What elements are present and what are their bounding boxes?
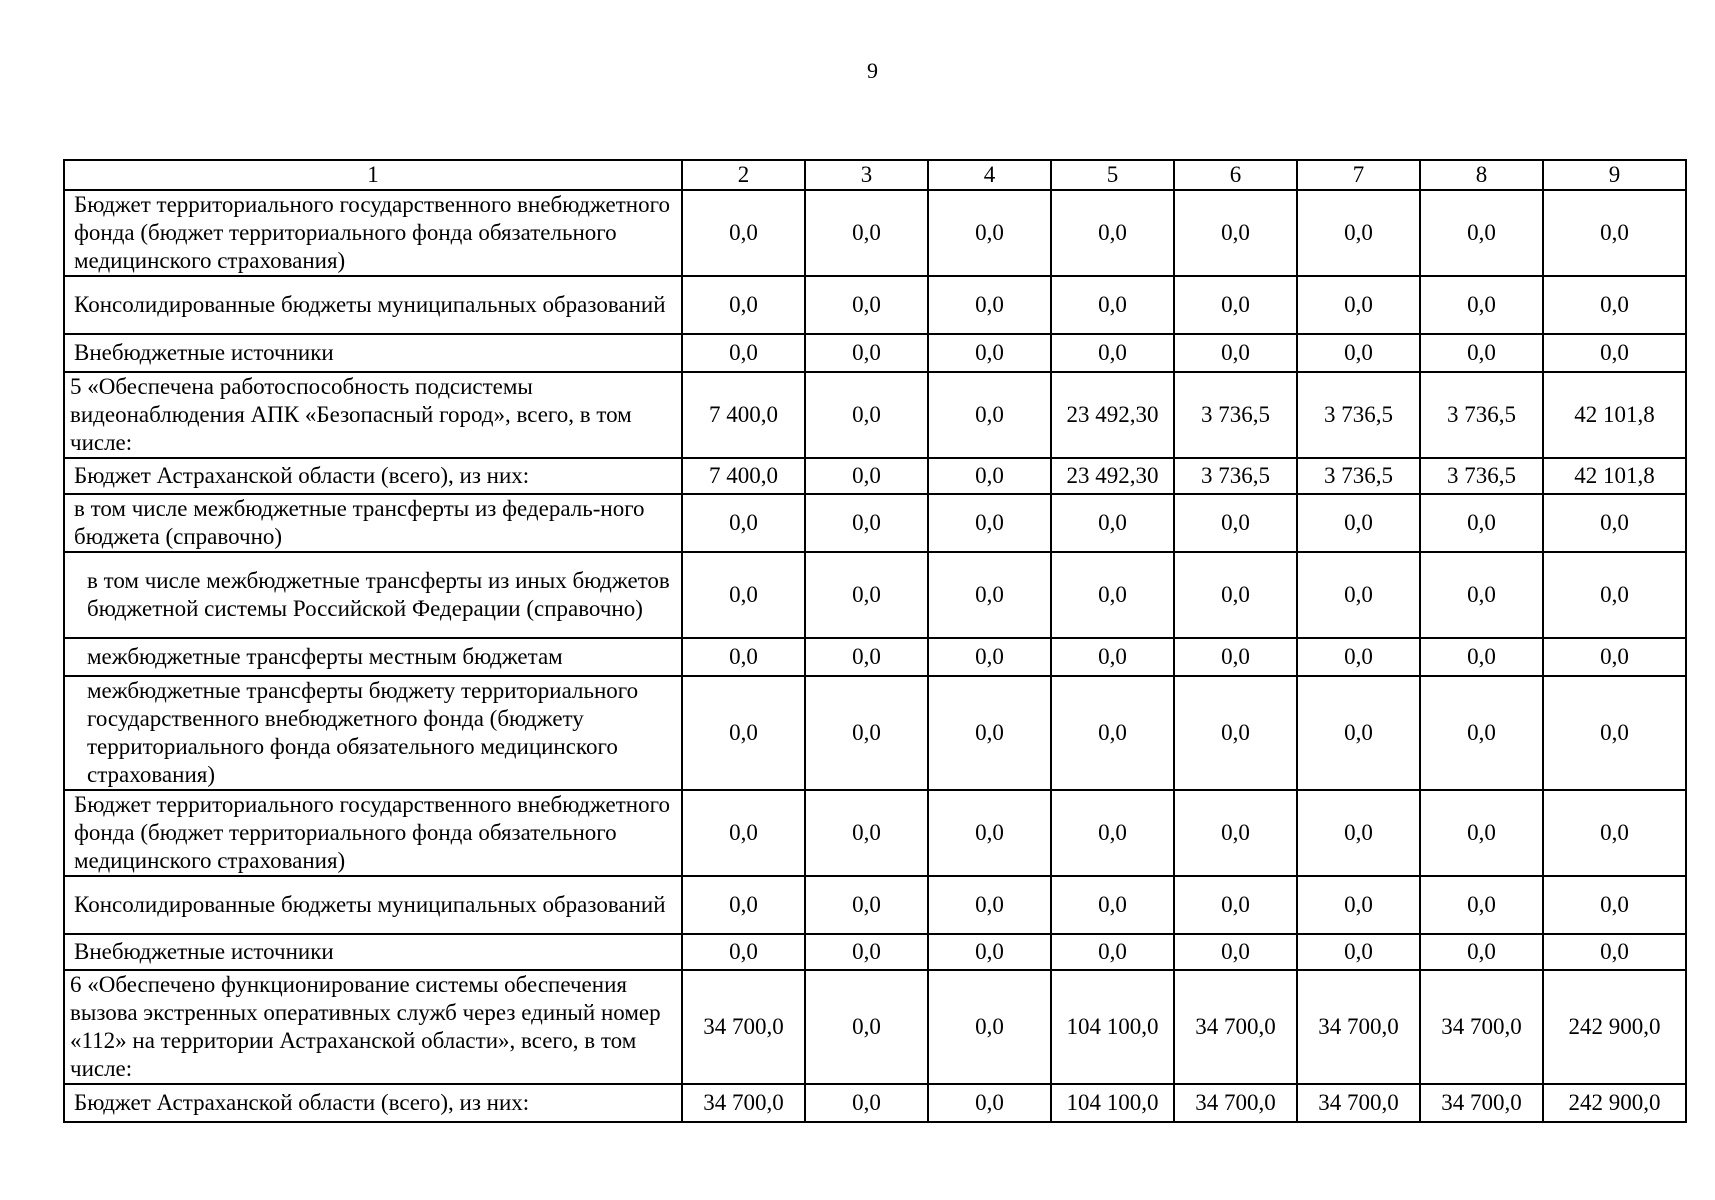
cell-value: 0,0 bbox=[1543, 276, 1686, 334]
cell-value: 0,0 bbox=[1051, 876, 1174, 934]
cell-value: 3 736,5 bbox=[1297, 458, 1420, 494]
cell-value: 0,0 bbox=[1543, 876, 1686, 934]
cell-value: 0,0 bbox=[682, 638, 805, 676]
cell-value: 0,0 bbox=[928, 934, 1051, 970]
cell-value: 0,0 bbox=[805, 638, 928, 676]
table-row bbox=[64, 970, 1686, 1084]
cell-value: 0,0 bbox=[928, 638, 1051, 676]
column-header: 3 bbox=[805, 160, 928, 190]
cell-value: 0,0 bbox=[1543, 190, 1686, 276]
cell-value: 34 700,0 bbox=[1420, 970, 1543, 1084]
cell-value: 0,0 bbox=[1174, 790, 1297, 876]
cell-value: 0,0 bbox=[928, 334, 1051, 372]
cell-value: 0,0 bbox=[928, 970, 1051, 1084]
cell-value: 0,0 bbox=[1420, 638, 1543, 676]
cell-value: 0,0 bbox=[805, 190, 928, 276]
cell-value: 0,0 bbox=[928, 790, 1051, 876]
cell-value: 0,0 bbox=[928, 552, 1051, 638]
column-header: 4 bbox=[928, 160, 1051, 190]
cell-value: 0,0 bbox=[1174, 676, 1297, 790]
row-label: Консолидированные бюджеты муниципальных образований bbox=[64, 276, 682, 334]
cell-value: 0,0 bbox=[1051, 790, 1174, 876]
table-row bbox=[64, 790, 1686, 876]
cell-value: 0,0 bbox=[928, 494, 1051, 552]
cell-value: 34 700,0 bbox=[1420, 1084, 1543, 1122]
cell-value: 0,0 bbox=[805, 552, 928, 638]
cell-value: 0,0 bbox=[1051, 552, 1174, 638]
table-row bbox=[64, 934, 1686, 970]
table-row bbox=[64, 1084, 1686, 1122]
page-number: 9 bbox=[867, 58, 878, 83]
cell-value: 0,0 bbox=[928, 876, 1051, 934]
cell-value: 34 700,0 bbox=[1174, 970, 1297, 1084]
cell-value: 0,0 bbox=[1174, 494, 1297, 552]
cell-value: 0,0 bbox=[805, 1084, 928, 1122]
cell-value: 104 100,0 bbox=[1051, 970, 1174, 1084]
cell-value: 0,0 bbox=[1543, 334, 1686, 372]
column-header: 6 bbox=[1174, 160, 1297, 190]
cell-value: 0,0 bbox=[928, 458, 1051, 494]
cell-value: 42 101,8 bbox=[1543, 372, 1686, 458]
row-label: Консолидированные бюджеты муниципальных образований bbox=[64, 876, 682, 934]
row-label: Бюджет Астраханской области (всего), из них: bbox=[64, 1084, 682, 1122]
cell-value: 0,0 bbox=[805, 372, 928, 458]
cell-value: 0,0 bbox=[682, 676, 805, 790]
cell-value: 0,0 bbox=[1420, 190, 1543, 276]
cell-value: 3 736,5 bbox=[1297, 372, 1420, 458]
cell-value: 3 736,5 bbox=[1174, 458, 1297, 494]
cell-value: 0,0 bbox=[1420, 876, 1543, 934]
cell-value: 0,0 bbox=[682, 876, 805, 934]
cell-value: 0,0 bbox=[805, 334, 928, 372]
cell-value: 0,0 bbox=[1297, 638, 1420, 676]
cell-value: 0,0 bbox=[805, 276, 928, 334]
table-row bbox=[64, 876, 1686, 934]
cell-value: 0,0 bbox=[928, 190, 1051, 276]
header-row bbox=[64, 160, 1686, 190]
cell-value: 0,0 bbox=[1543, 934, 1686, 970]
table-row bbox=[64, 494, 1686, 552]
cell-value: 242 900,0 bbox=[1543, 970, 1686, 1084]
column-header: 7 bbox=[1297, 160, 1420, 190]
column-header: 5 bbox=[1051, 160, 1174, 190]
cell-value: 0,0 bbox=[682, 334, 805, 372]
table-row bbox=[64, 334, 1686, 372]
cell-value: 0,0 bbox=[1297, 334, 1420, 372]
cell-value: 0,0 bbox=[1174, 552, 1297, 638]
cell-value: 7 400,0 bbox=[682, 458, 805, 494]
cell-value: 0,0 bbox=[1297, 190, 1420, 276]
cell-value: 3 736,5 bbox=[1174, 372, 1297, 458]
cell-value: 0,0 bbox=[1051, 276, 1174, 334]
cell-value: 0,0 bbox=[805, 458, 928, 494]
cell-value: 0,0 bbox=[805, 934, 928, 970]
row-label: Внебюджетные источники bbox=[64, 334, 682, 372]
cell-value: 34 700,0 bbox=[1297, 970, 1420, 1084]
row-label: в том числе межбюджетные трансферты из федераль-ного бюджета (справочно) bbox=[64, 494, 682, 552]
row-label: Бюджет территориального государственного внебюджетного фонда (бюджет территориального фонда обязательного медицинского страхования) bbox=[64, 790, 682, 876]
cell-value: 0,0 bbox=[1297, 552, 1420, 638]
column-header: 8 bbox=[1420, 160, 1543, 190]
cell-value: 0,0 bbox=[682, 190, 805, 276]
cell-value: 0,0 bbox=[682, 934, 805, 970]
table-row bbox=[64, 372, 1686, 458]
table-row bbox=[64, 458, 1686, 494]
cell-value: 0,0 bbox=[1174, 638, 1297, 676]
cell-value: 242 900,0 bbox=[1543, 1084, 1686, 1122]
cell-value: 3 736,5 bbox=[1420, 372, 1543, 458]
cell-value: 0,0 bbox=[928, 676, 1051, 790]
cell-value: 7 400,0 bbox=[682, 372, 805, 458]
cell-value: 0,0 bbox=[1420, 676, 1543, 790]
cell-value: 0,0 bbox=[1543, 790, 1686, 876]
cell-value: 0,0 bbox=[805, 676, 928, 790]
cell-value: 34 700,0 bbox=[682, 1084, 805, 1122]
cell-value: 0,0 bbox=[1051, 494, 1174, 552]
cell-value: 0,0 bbox=[928, 1084, 1051, 1122]
budget-table bbox=[63, 159, 1687, 1123]
cell-value: 0,0 bbox=[1297, 276, 1420, 334]
cell-value: 0,0 bbox=[1297, 676, 1420, 790]
row-label: 6 «Обеспечено функционирование системы обеспечения вызова экстренных оперативных служб через единый номер «112» на территории Астраханской области», всего, в том числе: bbox=[64, 970, 682, 1084]
table-row bbox=[64, 190, 1686, 276]
cell-value: 0,0 bbox=[1297, 876, 1420, 934]
cell-value: 0,0 bbox=[1051, 676, 1174, 790]
cell-value: 42 101,8 bbox=[1543, 458, 1686, 494]
cell-value: 0,0 bbox=[1051, 638, 1174, 676]
cell-value: 0,0 bbox=[1420, 276, 1543, 334]
cell-value: 104 100,0 bbox=[1051, 1084, 1174, 1122]
cell-value: 0,0 bbox=[1297, 790, 1420, 876]
cell-value: 34 700,0 bbox=[1174, 1084, 1297, 1122]
row-label: Внебюджетные источники bbox=[64, 934, 682, 970]
cell-value: 0,0 bbox=[928, 276, 1051, 334]
cell-value: 0,0 bbox=[1420, 552, 1543, 638]
cell-value: 0,0 bbox=[1543, 676, 1686, 790]
row-label: в том числе межбюджетные трансферты из иных бюджетов бюджетной системы Российской Федерации (справочно) bbox=[64, 552, 682, 638]
cell-value: 0,0 bbox=[1174, 934, 1297, 970]
cell-value: 0,0 bbox=[1174, 276, 1297, 334]
cell-value: 23 492,30 bbox=[1051, 372, 1174, 458]
cell-value: 34 700,0 bbox=[1297, 1084, 1420, 1122]
table-row bbox=[64, 276, 1686, 334]
cell-value: 0,0 bbox=[1051, 190, 1174, 276]
cell-value: 0,0 bbox=[1297, 494, 1420, 552]
row-label: межбюджетные трансферты бюджету территориального государственного внебюджетного фонда (бюджету территориального фонда обязательного медицинского страхования) bbox=[64, 676, 682, 790]
cell-value: 0,0 bbox=[682, 552, 805, 638]
cell-value: 3 736,5 bbox=[1420, 458, 1543, 494]
cell-value: 0,0 bbox=[682, 276, 805, 334]
cell-value: 0,0 bbox=[805, 970, 928, 1084]
cell-value: 0,0 bbox=[1420, 790, 1543, 876]
cell-value: 0,0 bbox=[1420, 934, 1543, 970]
cell-value: 0,0 bbox=[928, 372, 1051, 458]
cell-value: 0,0 bbox=[805, 790, 928, 876]
cell-value: 23 492,30 bbox=[1051, 458, 1174, 494]
cell-value: 0,0 bbox=[1174, 334, 1297, 372]
cell-value: 0,0 bbox=[1543, 638, 1686, 676]
cell-value: 0,0 bbox=[1297, 934, 1420, 970]
cell-value: 0,0 bbox=[1051, 334, 1174, 372]
row-label: 5 «Обеспечена работоспособность подсистемы видеонаблюдения АПК «Безопасный город», всего, в том числе: bbox=[64, 372, 682, 458]
table-row bbox=[64, 676, 1686, 790]
cell-value: 34 700,0 bbox=[682, 970, 805, 1084]
column-header: 2 bbox=[682, 160, 805, 190]
cell-value: 0,0 bbox=[1420, 494, 1543, 552]
row-label: Бюджет территориального государственного внебюджетного фонда (бюджет территориального фонда обязательного медицинского страхования) bbox=[64, 190, 682, 276]
cell-value: 0,0 bbox=[1174, 876, 1297, 934]
cell-value: 0,0 bbox=[1420, 334, 1543, 372]
cell-value: 0,0 bbox=[805, 494, 928, 552]
cell-value: 0,0 bbox=[1051, 934, 1174, 970]
table-row bbox=[64, 638, 1686, 676]
row-label: межбюджетные трансферты местным бюджетам bbox=[64, 638, 682, 676]
row-label: Бюджет Астраханской области (всего), из них: bbox=[64, 458, 682, 494]
column-header: 1 bbox=[64, 160, 682, 190]
cell-value: 0,0 bbox=[1543, 552, 1686, 638]
cell-value: 0,0 bbox=[1174, 190, 1297, 276]
column-header: 9 bbox=[1543, 160, 1686, 190]
cell-value: 0,0 bbox=[805, 876, 928, 934]
table-row bbox=[64, 552, 1686, 638]
cell-value: 0,0 bbox=[682, 790, 805, 876]
cell-value: 0,0 bbox=[1543, 494, 1686, 552]
cell-value: 0,0 bbox=[682, 494, 805, 552]
